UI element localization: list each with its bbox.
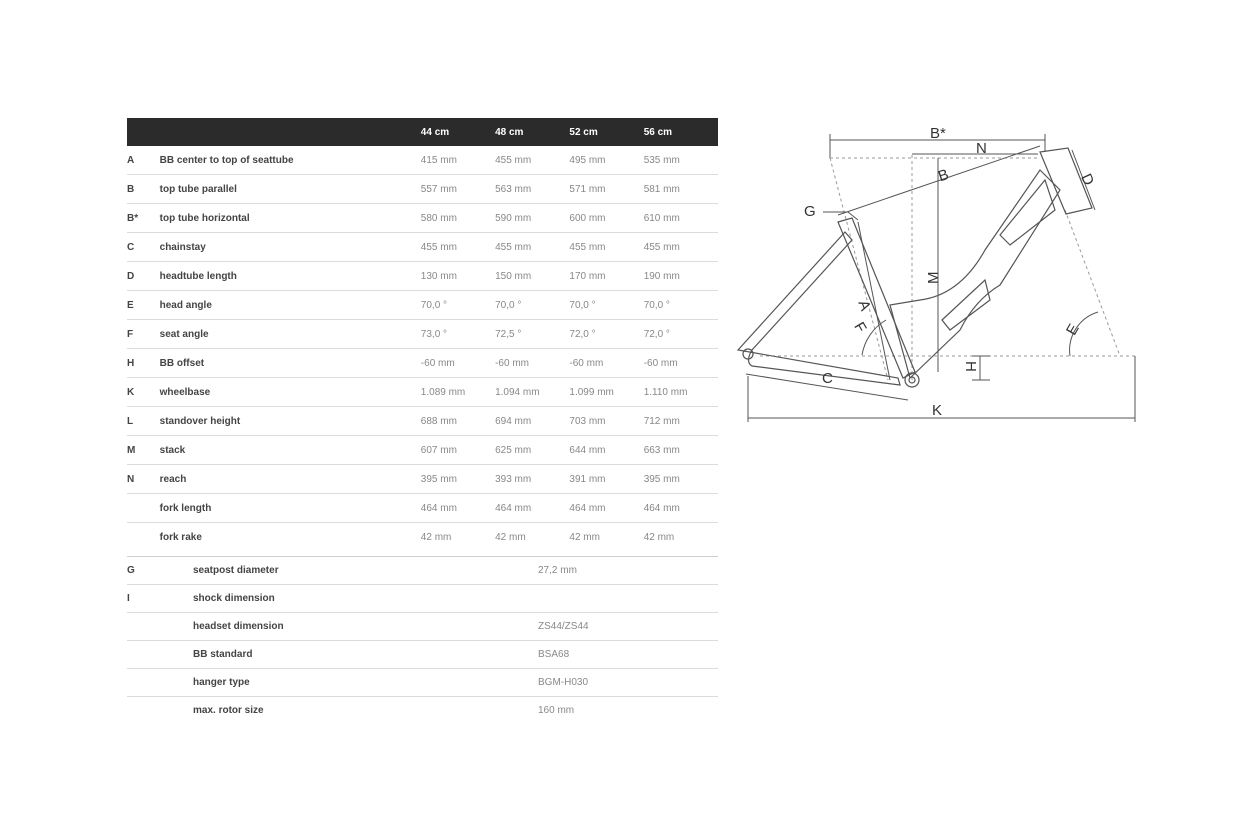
spec-row xyxy=(127,697,718,725)
row-value: 455 mm xyxy=(495,146,569,175)
row-value: 42 mm xyxy=(420,531,452,543)
row-code: C xyxy=(127,233,160,262)
spec-label: hanger type xyxy=(193,669,538,697)
dimension-labels xyxy=(804,125,1097,419)
row-value: 42 mm xyxy=(569,531,600,543)
row-value: 455 mm xyxy=(644,233,718,262)
size-header-44: 44 cm xyxy=(421,118,495,146)
spec-value: BSA68 xyxy=(538,641,718,669)
row-value: 70,0 ° xyxy=(421,291,495,320)
label-f: F xyxy=(850,319,870,336)
row-value: 455 mm xyxy=(421,233,495,262)
label-n: N xyxy=(976,140,987,157)
geometry-row xyxy=(127,436,718,465)
row-label: BB center to top of seattube xyxy=(160,146,421,175)
row-code xyxy=(127,523,160,552)
row-code: A xyxy=(127,146,160,175)
geometry-row xyxy=(127,175,718,204)
label-k: K xyxy=(932,402,943,419)
spec-row xyxy=(127,641,718,669)
row-value: 170 mm xyxy=(569,262,643,291)
spec-label: headset dimension xyxy=(193,613,538,641)
label-b-star: B* xyxy=(930,125,946,142)
row-value: 1.094 mm xyxy=(495,378,569,407)
size-header-52: 52 cm xyxy=(569,118,643,146)
row-value: 393 mm xyxy=(495,465,569,494)
row-label: standover height xyxy=(160,407,421,436)
row-value: 464 mm xyxy=(644,494,718,523)
label-g: G xyxy=(804,203,816,220)
spec-value: 160 mm xyxy=(538,705,575,716)
row-value: 563 mm xyxy=(495,175,569,204)
row-code xyxy=(127,494,160,523)
row-value: 644 mm xyxy=(569,436,643,465)
row-value: 72,0 ° xyxy=(569,320,643,349)
row-code: M xyxy=(127,436,160,465)
row-label: reach xyxy=(160,465,421,494)
geometry-row xyxy=(127,146,718,175)
row-value: 581 mm xyxy=(644,175,718,204)
row-value: 464 mm xyxy=(495,494,569,523)
geometry-row xyxy=(127,204,718,233)
row-code: D xyxy=(127,262,160,291)
spec-code xyxy=(127,697,193,725)
spec-value: ZS44/ZS44 xyxy=(538,613,718,641)
row-value: 557 mm xyxy=(421,175,495,204)
spec-table xyxy=(127,556,718,724)
spec-code xyxy=(127,641,193,669)
spec-row xyxy=(127,669,718,697)
row-value: 464 mm xyxy=(421,494,495,523)
row-value: 455 mm xyxy=(569,233,643,262)
row-value: 70,0 ° xyxy=(495,291,569,320)
label-m: M xyxy=(925,271,942,284)
row-code: B xyxy=(127,175,160,204)
row-value: 150 mm xyxy=(495,262,569,291)
header-code-cell xyxy=(127,118,160,146)
row-value: 600 mm xyxy=(569,204,643,233)
row-label: wheelbase xyxy=(160,378,421,407)
geometry-row xyxy=(127,262,718,291)
row-value: 625 mm xyxy=(495,436,569,465)
label-d: D xyxy=(1077,171,1098,189)
row-label: head angle xyxy=(160,291,421,320)
spec-value: BGM-H030 xyxy=(538,669,718,697)
spec-label: BB standard xyxy=(193,641,538,669)
row-value: 610 mm xyxy=(644,204,718,233)
row-code: N xyxy=(127,465,160,494)
geometry-row xyxy=(127,465,718,494)
label-h: H xyxy=(962,361,979,372)
row-value: 72,5 ° xyxy=(495,320,569,349)
spec-code: G xyxy=(127,557,193,585)
row-label: fork length xyxy=(160,494,421,523)
row-label: top tube parallel xyxy=(160,175,421,204)
spec-label: seatpost diameter xyxy=(193,557,538,585)
row-value: 42 mm xyxy=(643,531,675,543)
header-label-cell xyxy=(160,118,421,146)
label-e: E xyxy=(1062,321,1083,339)
row-value: 663 mm xyxy=(644,436,718,465)
row-value: 415 mm xyxy=(421,146,495,175)
row-value: 395 mm xyxy=(421,465,495,494)
label-a: A xyxy=(854,297,874,314)
row-value: 455 mm xyxy=(495,233,569,262)
geometry-header-row xyxy=(127,118,718,146)
spec-row xyxy=(127,557,718,585)
size-header-48: 48 cm xyxy=(495,118,569,146)
row-value: -60 mm xyxy=(421,349,495,378)
row-value: 1.110 mm xyxy=(644,378,718,407)
row-value: 495 mm xyxy=(569,146,643,175)
geometry-row xyxy=(127,291,718,320)
frame-outline xyxy=(738,148,1092,387)
geometry-row xyxy=(127,407,718,436)
size-header-56: 56 cm xyxy=(644,118,718,146)
row-label: headtube length xyxy=(160,262,421,291)
row-code: B* xyxy=(127,204,160,233)
row-code: L xyxy=(127,407,160,436)
row-value: 70,0 ° xyxy=(644,291,718,320)
row-value: 712 mm xyxy=(644,407,718,436)
row-value: 72,0 ° xyxy=(644,320,718,349)
row-value: 395 mm xyxy=(644,465,718,494)
row-value: 688 mm xyxy=(421,407,495,436)
row-value: 1.089 mm xyxy=(421,378,495,407)
spec-value xyxy=(538,585,718,613)
row-code: H xyxy=(127,349,160,378)
row-label: fork rake xyxy=(159,531,202,543)
row-value: 391 mm xyxy=(569,465,643,494)
row-code: K xyxy=(127,378,160,407)
geometry-row xyxy=(127,494,718,523)
row-value: 535 mm xyxy=(644,146,718,175)
row-label: BB offset xyxy=(160,349,421,378)
row-value: 73,0 ° xyxy=(421,320,495,349)
spec-value: 27,2 mm xyxy=(538,557,718,585)
geometry-row xyxy=(127,320,718,349)
row-value: 694 mm xyxy=(495,407,569,436)
row-code: F xyxy=(127,320,160,349)
label-b: B xyxy=(936,166,951,186)
spec-row xyxy=(127,585,718,613)
row-label: seat angle xyxy=(160,320,421,349)
row-label: top tube horizontal xyxy=(160,204,421,233)
label-c: C xyxy=(822,370,833,387)
row-value: -60 mm xyxy=(569,349,643,378)
geometry-row xyxy=(127,233,718,262)
spec-row xyxy=(127,613,718,641)
spec-label: max. rotor size xyxy=(193,705,264,716)
row-value: -60 mm xyxy=(495,349,569,378)
row-value: 703 mm xyxy=(569,407,643,436)
spec-label: shock dimension xyxy=(193,585,538,613)
row-value: 607 mm xyxy=(421,436,495,465)
row-value: 571 mm xyxy=(569,175,643,204)
spec-code xyxy=(127,613,193,641)
row-value: 1.099 mm xyxy=(569,378,643,407)
row-label: chainstay xyxy=(160,233,421,262)
row-value: -60 mm xyxy=(644,349,718,378)
row-label: stack xyxy=(160,436,421,465)
row-value: 70,0 ° xyxy=(569,291,643,320)
row-value: 464 mm xyxy=(569,494,643,523)
frame-geometry-diagram xyxy=(730,115,1150,425)
geometry-table xyxy=(127,118,718,551)
row-code: E xyxy=(127,291,160,320)
spec-code: I xyxy=(127,585,193,613)
row-value: 42 mm xyxy=(495,531,526,543)
row-value: 580 mm xyxy=(421,204,495,233)
row-value: 590 mm xyxy=(495,204,569,233)
geometry-row xyxy=(127,523,718,552)
spec-code xyxy=(127,669,193,697)
geometry-row xyxy=(127,378,718,407)
geometry-row xyxy=(127,349,718,378)
row-value: 190 mm xyxy=(644,262,718,291)
row-value: 130 mm xyxy=(421,262,495,291)
